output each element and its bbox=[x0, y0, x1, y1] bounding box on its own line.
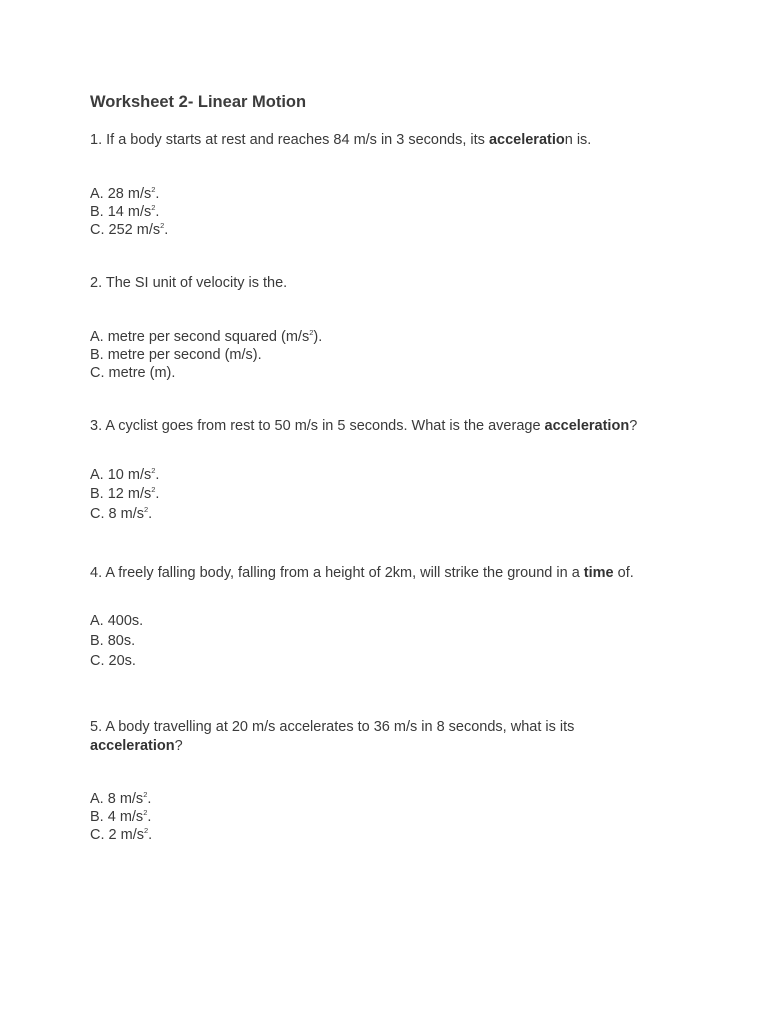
option-text: C. 20s. bbox=[90, 653, 136, 669]
option-text: C. 2 m/s bbox=[90, 827, 144, 843]
question-4-stem bbox=[90, 564, 634, 582]
page-title: Worksheet 2- Linear Motion bbox=[90, 93, 307, 111]
option-text: B. 80s. bbox=[90, 633, 136, 649]
question-3-option-b bbox=[90, 485, 159, 503]
question-4-option-a bbox=[90, 612, 143, 630]
question-2-option-a bbox=[90, 328, 322, 346]
option-text-end: . bbox=[147, 791, 152, 807]
option-text-end: . bbox=[147, 809, 152, 825]
option-text: C. 252 m/s bbox=[90, 222, 161, 238]
question-keyword: acceleratio bbox=[488, 132, 565, 148]
question-1-option-b bbox=[90, 203, 159, 221]
option-text: C. 8 m/s bbox=[90, 506, 144, 522]
option-text-end: ). bbox=[313, 329, 323, 345]
option-text-end: . bbox=[155, 467, 160, 483]
option-text: B. 12 m/s bbox=[90, 486, 152, 502]
option-superscript: 2 bbox=[151, 185, 156, 194]
question-3-option-a bbox=[90, 466, 159, 484]
option-text: B. 4 m/s bbox=[90, 809, 144, 825]
option-text-end: . bbox=[155, 204, 160, 220]
option-superscript: 2 bbox=[151, 485, 156, 494]
question-text-end: n is. bbox=[564, 132, 592, 148]
option-superscript: 2 bbox=[143, 790, 148, 799]
option-text: A. 400s. bbox=[90, 613, 144, 629]
question-3-option-c bbox=[90, 505, 152, 523]
question-1-stem bbox=[90, 131, 591, 149]
option-text-end: . bbox=[155, 186, 160, 202]
question-keyword: acceleration bbox=[90, 738, 175, 754]
option-superscript: 2 bbox=[160, 221, 165, 230]
question-1-option-c bbox=[90, 221, 168, 239]
question-keyword: acceleration bbox=[544, 418, 630, 434]
option-text: A. 28 m/s bbox=[90, 186, 152, 202]
question-text: 3. A cyclist goes from rest to 50 m/s in 5 seconds. What is the average bbox=[90, 418, 545, 434]
question-4-option-b bbox=[90, 632, 135, 650]
question-5-stem bbox=[90, 718, 574, 736]
question-3-stem bbox=[90, 417, 637, 435]
question-2-option-b bbox=[90, 346, 262, 364]
option-text: B. metre per second (m/s). bbox=[90, 347, 262, 363]
option-superscript: 2 bbox=[143, 505, 149, 514]
question-2-option-c bbox=[90, 364, 175, 382]
option-superscript: 2 bbox=[143, 808, 148, 817]
question-text: 4. A freely falling body, falling from a height of 2km, will strike the ground in a bbox=[90, 565, 584, 581]
option-text-end: . bbox=[148, 506, 153, 522]
question-5-option-c bbox=[90, 826, 152, 844]
question-text: 1. If a body starts at rest and reaches 84 m/s in 3 seconds, its bbox=[90, 132, 489, 148]
question-2-stem bbox=[90, 274, 287, 292]
option-text: A. 8 m/s bbox=[90, 791, 144, 807]
option-text-end: . bbox=[148, 827, 153, 843]
option-text: A. 10 m/s bbox=[90, 467, 152, 483]
option-text-end: . bbox=[155, 486, 160, 502]
question-5-option-b bbox=[90, 808, 151, 826]
option-superscript: 2 bbox=[143, 826, 149, 835]
question-5-option-a bbox=[90, 790, 151, 808]
option-text-end: . bbox=[164, 222, 169, 238]
question-keyword: time bbox=[583, 565, 614, 581]
question-text-end: ? bbox=[174, 738, 183, 754]
question-text: 5. A body travelling at 20 m/s accelerates to 36 m/s in 8 seconds, what is its bbox=[90, 719, 575, 735]
question-5-stem-line-2 bbox=[90, 737, 183, 755]
question-1-option-a bbox=[90, 185, 159, 203]
question-4-option-c bbox=[90, 652, 136, 670]
question-text-end: ? bbox=[629, 418, 638, 434]
option-superscript: 2 bbox=[151, 466, 156, 475]
option-superscript: 2 bbox=[151, 203, 156, 212]
question-text: 2. The SI unit of velocity is the. bbox=[90, 275, 288, 291]
option-text: B. 14 m/s bbox=[90, 204, 152, 220]
option-superscript: 2 bbox=[309, 328, 314, 337]
option-text: A. metre per second squared (m/s bbox=[90, 329, 310, 345]
option-text: C. metre (m). bbox=[90, 365, 176, 381]
question-text-end: of. bbox=[613, 565, 634, 581]
